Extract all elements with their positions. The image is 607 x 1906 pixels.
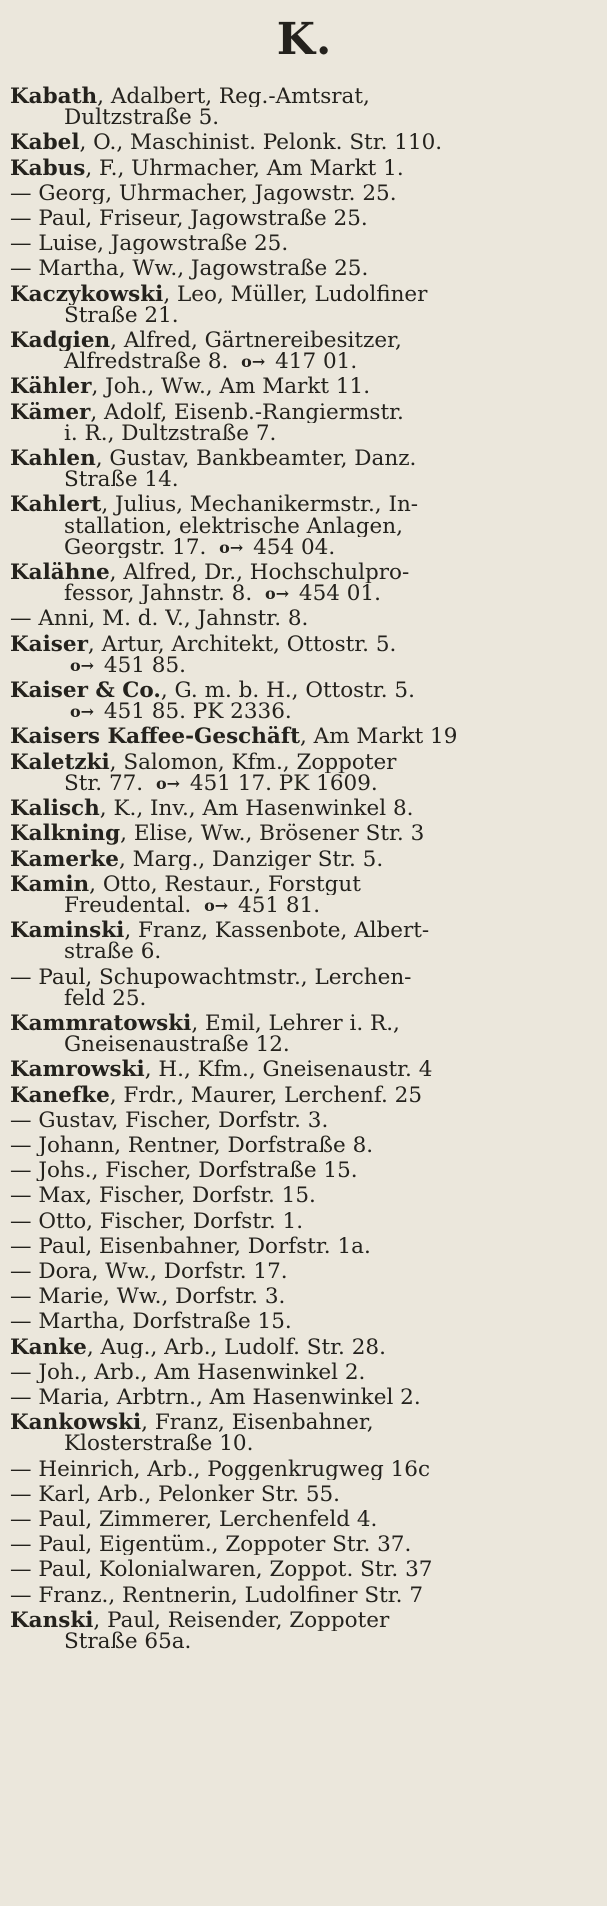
entry-name: Kahlert: [10, 494, 102, 516]
directory-entry: [10, 1110, 599, 1131]
directory-entry: [10, 1412, 599, 1454]
directory-entry: [10, 1484, 599, 1505]
entry-name: Kähler: [10, 376, 92, 398]
directory-entry: [10, 1160, 599, 1181]
entry-name: Kaczykowski: [10, 283, 164, 305]
entry-line: Kämer, Adolf, Eisenb.-Rangiermstr.: [10, 401, 404, 423]
entry-continuation-line: o→ 451 85. PK 2336.: [70, 701, 292, 723]
directory-entry: [10, 562, 599, 604]
entry-line: — Gustav, Fischer, Dorfstr. 3.: [10, 1109, 329, 1131]
entry-name: Kamerke: [10, 848, 119, 870]
directory-entry: [10, 1059, 599, 1080]
entry-line: Kaiser, Artur, Architekt, Ottostr. 5.: [10, 633, 397, 655]
entry-name: Kalkning: [10, 823, 121, 845]
directory-entry: [10, 920, 599, 962]
entry-line: — Luise, Jagowstraße 25.: [10, 233, 289, 255]
directory-entry: [10, 448, 599, 490]
entry-line: Kalähne, Alfred, Dr., Hochschulpro-: [10, 562, 410, 584]
telephone-icon: o→: [155, 773, 181, 793]
entry-continuation-line: Klosterstraße 10.: [64, 1433, 254, 1455]
entry-name: Kaletzki: [10, 751, 110, 773]
entry-line: — Martha, Dorfstraße 15.: [10, 1311, 292, 1333]
entry-line: — Maria, Arbtrn., Am Hasenwinkel 2.: [10, 1386, 421, 1409]
entry-line: Kabel, O., Maschinist. Pelonk. Str. 110.: [10, 132, 443, 154]
entry-name: Kalähne: [10, 562, 110, 584]
entry-name: Kahlen: [10, 448, 96, 470]
directory-entry: [10, 330, 599, 372]
telephone-icon: o→: [241, 352, 266, 372]
entry-line: — Karl, Arb., Pelonker Str. 55.: [10, 1483, 341, 1505]
entry-line: — Georg, Uhrmacher, Jagowstr. 25.: [10, 182, 397, 205]
entry-line: Kalkning, Elise, Ww., Brösener Str. 3: [10, 823, 425, 845]
entry-line: — Paul, Kolonialwaren, Zoppot. Str. 37: [10, 1559, 433, 1581]
entry-line: Kahlen, Gustav, Bankbeamter, Danz.: [10, 448, 417, 470]
directory-entry: [10, 726, 599, 747]
directory-entry: [10, 258, 599, 279]
entry-continuation-line: fessor, Jahnstr. 8. o→ 454 01.: [64, 583, 381, 605]
entry-line: Kaletzki, Salomon, Kfm., Zoppoter: [10, 751, 397, 773]
section-heading: K.: [276, 14, 333, 65]
telephone-icon: o→: [219, 537, 244, 557]
entry-name: Kämer: [10, 401, 91, 423]
entry-line: Kanke, Aug., Arb., Ludolf. Str. 28.: [10, 1336, 386, 1358]
entry-line: Kamin, Otto, Restaur., Forstgut: [10, 873, 361, 895]
entry-line: — Otto, Fischer, Dorfstr. 1.: [10, 1210, 304, 1232]
entry-continuation-line: i. R., Dultzstraße 7.: [64, 422, 277, 445]
entry-continuation-line: Straße 14.: [64, 469, 179, 491]
entry-line: — Johs., Fischer, Dorfstraße 15.: [10, 1160, 358, 1182]
directory-entry: [10, 86, 599, 128]
telephone-icon: o→: [70, 655, 95, 675]
entry-name: Kabus: [10, 157, 86, 179]
directory-entry: [10, 967, 599, 1009]
directory-entry: [10, 608, 599, 629]
entry-name: Kalisch: [10, 798, 100, 820]
entry-line: — Heinrich, Arb., Poggenkrugweg 16c: [10, 1458, 430, 1480]
entry-continuation-line: Gneisenaustraße 12.: [64, 1034, 290, 1056]
entry-line: Kammratowski, Emil, Lehrer i. R.,: [10, 1012, 400, 1035]
telephone-icon: o→: [265, 584, 290, 604]
telephone-icon: o→: [204, 895, 229, 915]
directory-entry: [10, 1610, 599, 1652]
entry-line: — Paul, Eisenbahner, Dorfstr. 1a.: [10, 1235, 371, 1257]
entry-continuation-line: straße 6.: [64, 941, 162, 963]
entry-line: Kabus, F., Uhrmacher, Am Markt 1.: [10, 157, 404, 179]
entry-line: Kabath, Adalbert, Reg.-Amtsrat,: [10, 86, 370, 108]
directory-entry: [10, 1286, 599, 1307]
entry-line: Kamrowski, H., Kfm., Gneisenaustr. 4: [10, 1059, 433, 1081]
entry-name: Kanke: [10, 1336, 87, 1358]
directory-entry: [10, 1261, 599, 1282]
directory-entry: [10, 1362, 599, 1383]
directory-entry: [10, 1387, 599, 1408]
directory-entry: [10, 233, 599, 254]
directory-entry: [10, 680, 599, 722]
directory-entry: [10, 158, 599, 179]
entry-continuation-line: Alfredstraße 8. o→ 417 01.: [64, 351, 358, 373]
entry-line: — Martha, Ww., Jagowstraße 25.: [10, 258, 369, 280]
directory-entry: [10, 402, 599, 444]
entry-line: Kadgien, Alfred, Gärtnereibesitzer,: [10, 330, 402, 352]
entry-continuation-line: feld 25.: [64, 987, 147, 1009]
directory-entry: [10, 1311, 599, 1332]
directory-entry: [10, 1459, 599, 1480]
entry-name: Kadgien: [10, 330, 111, 352]
entry-name: Kamrowski: [10, 1059, 145, 1081]
directory-entry: [10, 1013, 599, 1055]
directory-entry: [10, 1085, 599, 1106]
directory-entry: [10, 752, 599, 794]
entry-name: Kaiser & Co.: [10, 680, 161, 702]
directory-entry: [10, 376, 599, 397]
entry-line: — Marie, Ww., Dorfstr. 3.: [10, 1286, 286, 1308]
entry-name: Kabath: [10, 86, 98, 108]
entry-name: Kaiser: [10, 633, 88, 655]
entry-line: — Franz., Rentnerin, Ludolfiner Str. 7: [10, 1584, 424, 1606]
entry-line: — Paul, Friseur, Jagowstraße 25.: [10, 208, 368, 230]
directory-entry: [10, 1236, 599, 1257]
entry-line: — Paul, Eigentüm., Zoppoter Str. 37.: [10, 1534, 412, 1556]
telephone-icon: o→: [70, 702, 95, 722]
entry-continuation-line: stallation, elektrische Anlagen,: [64, 515, 403, 537]
entry-continuation-line: Freudental. o→ 451 81.: [64, 894, 321, 917]
directory-entry: [10, 874, 599, 916]
entry-line: — Johann, Rentner, Dorfstraße 8.: [10, 1134, 374, 1157]
directory-entry: [10, 1509, 599, 1530]
entry-line: Kaczykowski, Leo, Müller, Ludolfiner: [10, 283, 428, 305]
directory-entry: [10, 823, 599, 844]
directory-entry: [10, 1211, 599, 1232]
entry-line: — Paul, Zimmerer, Lerchenfeld 4.: [10, 1508, 378, 1531]
directory-entry: [10, 494, 599, 558]
entry-line: — Anni, M. d. V., Jahnstr. 8.: [10, 608, 309, 630]
entry-line: Kaisers Kaffee-Geschäft, Am Markt 19: [10, 726, 458, 748]
directory-entry: [10, 798, 599, 819]
entry-line: Kankowski, Franz, Eisenbahner,: [10, 1412, 374, 1434]
entry-line: Kanski, Paul, Reisender, Zoppoter: [10, 1609, 390, 1631]
directory-entry: [10, 1585, 599, 1606]
directory-entry: [10, 1534, 599, 1555]
entry-name: Kaminski: [10, 920, 125, 942]
entry-line: Kaiser & Co., G. m. b. H., Ottostr. 5.: [10, 680, 415, 702]
entry-continuation-line: Str. 77. o→ 451 17. PK 1609.: [64, 772, 378, 795]
entry-line: Kalisch, K., Inv., Am Hasenwinkel 8.: [10, 798, 414, 820]
entry-continuation-line: o→ 451 85.: [70, 654, 186, 677]
entry-continuation-line: Straße 65a.: [64, 1631, 192, 1653]
entry-line: Kaminski, Franz, Kassenbote, Albert-: [10, 920, 430, 942]
entry-line: Kähler, Joh., Ww., Am Markt 11.: [10, 376, 371, 398]
directory-entry: [10, 208, 599, 229]
entry-line: Kanefke, Frdr., Maurer, Lerchenf. 25: [10, 1084, 423, 1106]
entry-name: Kammratowski: [10, 1012, 192, 1035]
entry-continuation-line: Dultzstraße 5.: [64, 107, 220, 129]
entry-name: Kaisers Kaffee-Geschäft: [10, 726, 301, 748]
entry-line: Kamerke, Marg., Danziger Str. 5.: [10, 848, 384, 870]
entry-name: Kanefke: [10, 1084, 110, 1106]
directory-entry: [10, 284, 599, 326]
entry-line: Kahlert, Julius, Mechanikermstr., In-: [10, 494, 419, 516]
entry-list: [10, 86, 599, 1652]
entry-name: Kanski: [10, 1609, 94, 1631]
directory-entry: [10, 183, 599, 204]
directory-entry: [10, 1559, 599, 1580]
directory-entry: [10, 1135, 599, 1156]
entry-name: Kankowski: [10, 1412, 142, 1434]
entry-line: — Dora, Ww., Dorfstr. 17.: [10, 1260, 288, 1283]
entry-name: Kabel: [10, 132, 80, 154]
entry-continuation-line: Straße 21.: [64, 304, 179, 327]
directory-entry: [10, 1185, 599, 1206]
entry-name: Kamin: [10, 873, 90, 895]
directory-entry: [10, 132, 599, 153]
entry-line: — Joh., Arb., Am Hasenwinkel 2.: [10, 1361, 366, 1383]
entry-line: — Max, Fischer, Dorfstr. 15.: [10, 1185, 316, 1207]
directory-entry: [10, 1337, 599, 1358]
directory-entry: [10, 849, 599, 870]
directory-entry: [10, 634, 599, 676]
entry-line: — Paul, Schupowachtmstr., Lerchen-: [10, 966, 412, 988]
entry-continuation-line: Georgstr. 17. o→ 454 04.: [64, 536, 336, 559]
